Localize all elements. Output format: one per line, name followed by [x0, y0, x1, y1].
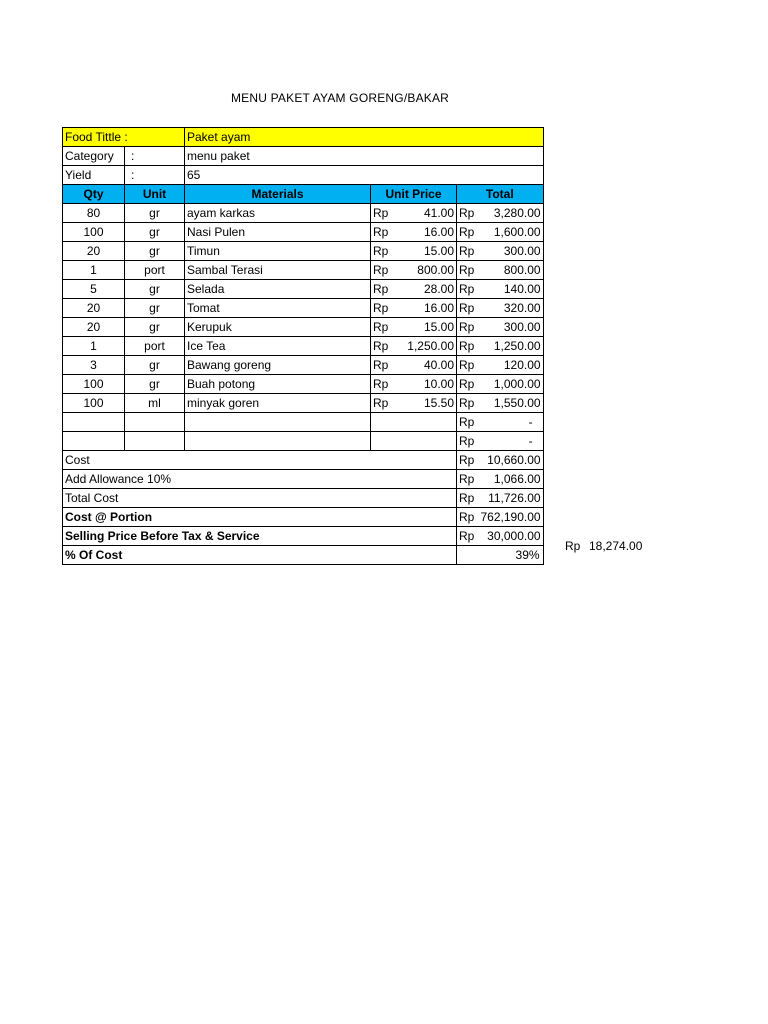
total-cell[interactable]: 800.00 — [479, 261, 544, 280]
total-currency-cell[interactable]: Rp — [457, 318, 479, 337]
empty-cell[interactable] — [63, 432, 125, 451]
unit-cell[interactable]: port — [125, 337, 185, 356]
material-cell[interactable]: Sambal Terasi — [185, 261, 371, 280]
price-currency-cell[interactable]: Rp — [371, 299, 393, 318]
food-title-row — [63, 128, 544, 147]
qty-cell[interactable]: 1 — [63, 261, 125, 280]
unit-cell[interactable]: gr — [125, 280, 185, 299]
table-row — [63, 242, 544, 261]
price-cell[interactable]: 10.00 — [393, 375, 457, 394]
header-total[interactable]: Total — [457, 185, 544, 204]
table-row — [63, 375, 544, 394]
total-cell[interactable]: 320.00 — [479, 299, 544, 318]
yield-colon[interactable]: : — [125, 166, 185, 185]
qty-cell[interactable]: 100 — [63, 223, 125, 242]
food-title-label: Food Tittle — [65, 130, 122, 144]
portion-value[interactable]: 762,190.00 — [479, 508, 544, 527]
unit-cell[interactable]: gr — [125, 375, 185, 394]
total-cost-value[interactable]: 11,726.00 — [479, 489, 544, 508]
yield-row — [63, 166, 544, 185]
side-value-cell[interactable] — [565, 537, 642, 555]
cost-table — [62, 127, 544, 565]
category-value[interactable]: menu paket — [185, 147, 544, 166]
price-currency-cell[interactable]: Rp — [371, 280, 393, 299]
selling-price-currency[interactable]: Rp — [457, 527, 479, 546]
total-currency-cell[interactable]: Rp — [457, 223, 479, 242]
yield-label[interactable]: Yield — [63, 166, 125, 185]
price-currency-cell[interactable]: Rp — [371, 394, 393, 413]
qty-cell[interactable]: 20 — [63, 242, 125, 261]
qty-cell[interactable]: 20 — [63, 318, 125, 337]
price-cell[interactable]: 41.00 — [393, 204, 457, 223]
price-cell[interactable]: 15.50 — [393, 394, 457, 413]
empty-price-cell[interactable] — [371, 413, 457, 432]
table-row — [63, 337, 544, 356]
total-cell[interactable]: 300.00 — [479, 318, 544, 337]
total-currency-cell[interactable]: Rp — [457, 204, 479, 223]
portion-row — [63, 508, 544, 527]
material-cell[interactable]: minyak goren — [185, 394, 371, 413]
allowance-label[interactable]: Add Allowance 10% — [63, 470, 457, 489]
price-cell[interactable]: 28.00 — [393, 280, 457, 299]
total-cell[interactable]: 1,600.00 — [479, 223, 544, 242]
price-currency-cell[interactable]: Rp — [371, 337, 393, 356]
total-currency-cell[interactable]: Rp — [457, 356, 479, 375]
unit-cell[interactable]: gr — [125, 242, 185, 261]
price-currency-cell[interactable]: Rp — [371, 261, 393, 280]
total-currency-cell[interactable]: Rp — [457, 413, 479, 432]
total-cost-row — [63, 489, 544, 508]
qty-cell[interactable]: 1 — [63, 337, 125, 356]
total-cell[interactable]: 300.00 — [479, 242, 544, 261]
header-materials[interactable]: Materials — [185, 185, 371, 204]
cost-row — [63, 451, 544, 470]
table-row — [63, 204, 544, 223]
food-title-value[interactable]: Paket ayam — [185, 128, 544, 147]
cost-currency[interactable]: Rp — [457, 451, 479, 470]
empty-row — [63, 413, 544, 432]
cost-label[interactable]: Cost — [63, 451, 457, 470]
price-currency-cell[interactable]: Rp — [371, 356, 393, 375]
material-cell[interactable]: Selada — [185, 280, 371, 299]
empty-cell[interactable] — [125, 432, 185, 451]
table-row — [63, 299, 544, 318]
category-label[interactable]: Category — [63, 147, 125, 166]
table-row — [63, 394, 544, 413]
selling-price-label[interactable]: Selling Price Before Tax & Service — [63, 527, 457, 546]
selling-price-value[interactable]: 30,000.00 — [479, 527, 544, 546]
total-currency-cell[interactable]: Rp — [457, 394, 479, 413]
material-cell[interactable]: Bawang goreng — [185, 356, 371, 375]
material-cell[interactable]: Tomat — [185, 299, 371, 318]
unit-cell[interactable]: gr — [125, 223, 185, 242]
empty-cell[interactable] — [125, 413, 185, 432]
header-unit[interactable]: Unit — [125, 185, 185, 204]
total-cell[interactable]: 1,550.00 — [479, 394, 544, 413]
price-cell[interactable]: 15.00 — [393, 318, 457, 337]
qty-cell[interactable]: 20 — [63, 299, 125, 318]
unit-cell[interactable]: gr — [125, 318, 185, 337]
material-cell[interactable]: Kerupuk — [185, 318, 371, 337]
material-cell[interactable]: Nasi Pulen — [185, 223, 371, 242]
empty-price-cell[interactable] — [371, 432, 457, 451]
pct-cost-row — [63, 546, 544, 565]
table-row — [63, 223, 544, 242]
portion-currency[interactable]: Rp — [457, 508, 479, 527]
price-currency-cell[interactable]: Rp — [371, 204, 393, 223]
empty-cell[interactable] — [185, 413, 371, 432]
total-cell[interactable]: - — [479, 413, 544, 432]
price-currency-cell[interactable]: Rp — [371, 318, 393, 337]
pct-cost-value[interactable]: 39% — [457, 546, 544, 565]
price-cell[interactable]: 800.00 — [393, 261, 457, 280]
total-currency-cell[interactable]: Rp — [457, 375, 479, 394]
price-cell[interactable]: 16.00 — [393, 299, 457, 318]
total-cell[interactable]: 120.00 — [479, 356, 544, 375]
material-cell[interactable]: Timun — [185, 242, 371, 261]
price-currency-cell[interactable]: Rp — [371, 375, 393, 394]
unit-cell[interactable]: port — [125, 261, 185, 280]
food-title-colon: : — [124, 130, 128, 144]
header-qty[interactable]: Qty — [63, 185, 125, 204]
pct-cost-label[interactable]: % Of Cost — [63, 546, 457, 565]
total-currency-cell[interactable]: Rp — [457, 432, 479, 451]
total-currency-cell[interactable]: Rp — [457, 242, 479, 261]
allowance-currency[interactable]: Rp — [457, 470, 479, 489]
qty-cell[interactable]: 100 — [63, 394, 125, 413]
material-cell[interactable]: Buah potong — [185, 375, 371, 394]
total-currency-cell[interactable]: Rp — [457, 299, 479, 318]
qty-cell[interactable]: 80 — [63, 204, 125, 223]
cost-value[interactable]: 10,660.00 — [479, 451, 544, 470]
allowance-row — [63, 470, 544, 489]
price-cell[interactable]: 1,250.00 — [393, 337, 457, 356]
total-cost-currency[interactable]: Rp — [457, 489, 479, 508]
food-title-label-cell[interactable] — [63, 128, 185, 147]
side-value-currency: Rp — [565, 539, 581, 553]
total-cell[interactable]: 3,280.00 — [479, 204, 544, 223]
total-cost-label[interactable]: Total Cost — [63, 489, 457, 508]
qty-cell[interactable]: 100 — [63, 375, 125, 394]
yield-value[interactable]: 65 — [185, 166, 544, 185]
price-currency-cell[interactable]: Rp — [371, 223, 393, 242]
table-row — [63, 280, 544, 299]
price-cell[interactable]: 15.00 — [393, 242, 457, 261]
table-row — [63, 356, 544, 375]
sheet-title: MENU PAKET AYAM GORENG/BAKAR — [230, 91, 450, 105]
price-currency-cell[interactable]: Rp — [371, 242, 393, 261]
empty-cell[interactable] — [63, 413, 125, 432]
price-cell[interactable]: 16.00 — [393, 223, 457, 242]
total-cell[interactable]: - — [479, 432, 544, 451]
total-currency-cell[interactable]: Rp — [457, 337, 479, 356]
total-cell[interactable]: 1,000.00 — [479, 375, 544, 394]
qty-cell[interactable]: 3 — [63, 356, 125, 375]
selling-price-row — [63, 527, 544, 546]
price-cell[interactable]: 40.00 — [393, 356, 457, 375]
portion-label[interactable]: Cost @ Portion — [63, 508, 457, 527]
unit-cell[interactable]: ml — [125, 394, 185, 413]
category-row — [63, 147, 544, 166]
table-row — [63, 318, 544, 337]
total-currency-cell[interactable]: Rp — [457, 261, 479, 280]
category-colon[interactable]: : — [125, 147, 185, 166]
total-cell[interactable]: 1,250.00 — [479, 337, 544, 356]
unit-cell[interactable]: gr — [125, 356, 185, 375]
material-cell[interactable]: ayam karkas — [185, 204, 371, 223]
header-unit-price[interactable]: Unit Price — [371, 185, 457, 204]
total-currency-cell[interactable]: Rp — [457, 280, 479, 299]
empty-row — [63, 432, 544, 451]
allowance-value[interactable]: 1,066.00 — [479, 470, 544, 489]
total-cell[interactable]: 140.00 — [479, 280, 544, 299]
unit-cell[interactable]: gr — [125, 204, 185, 223]
side-value: 18,274.00 — [589, 539, 643, 553]
empty-cell[interactable] — [185, 432, 371, 451]
qty-cell[interactable]: 5 — [63, 280, 125, 299]
material-cell[interactable]: Ice Tea — [185, 337, 371, 356]
unit-cell[interactable]: gr — [125, 299, 185, 318]
header-row — [63, 185, 544, 204]
table-row — [63, 261, 544, 280]
